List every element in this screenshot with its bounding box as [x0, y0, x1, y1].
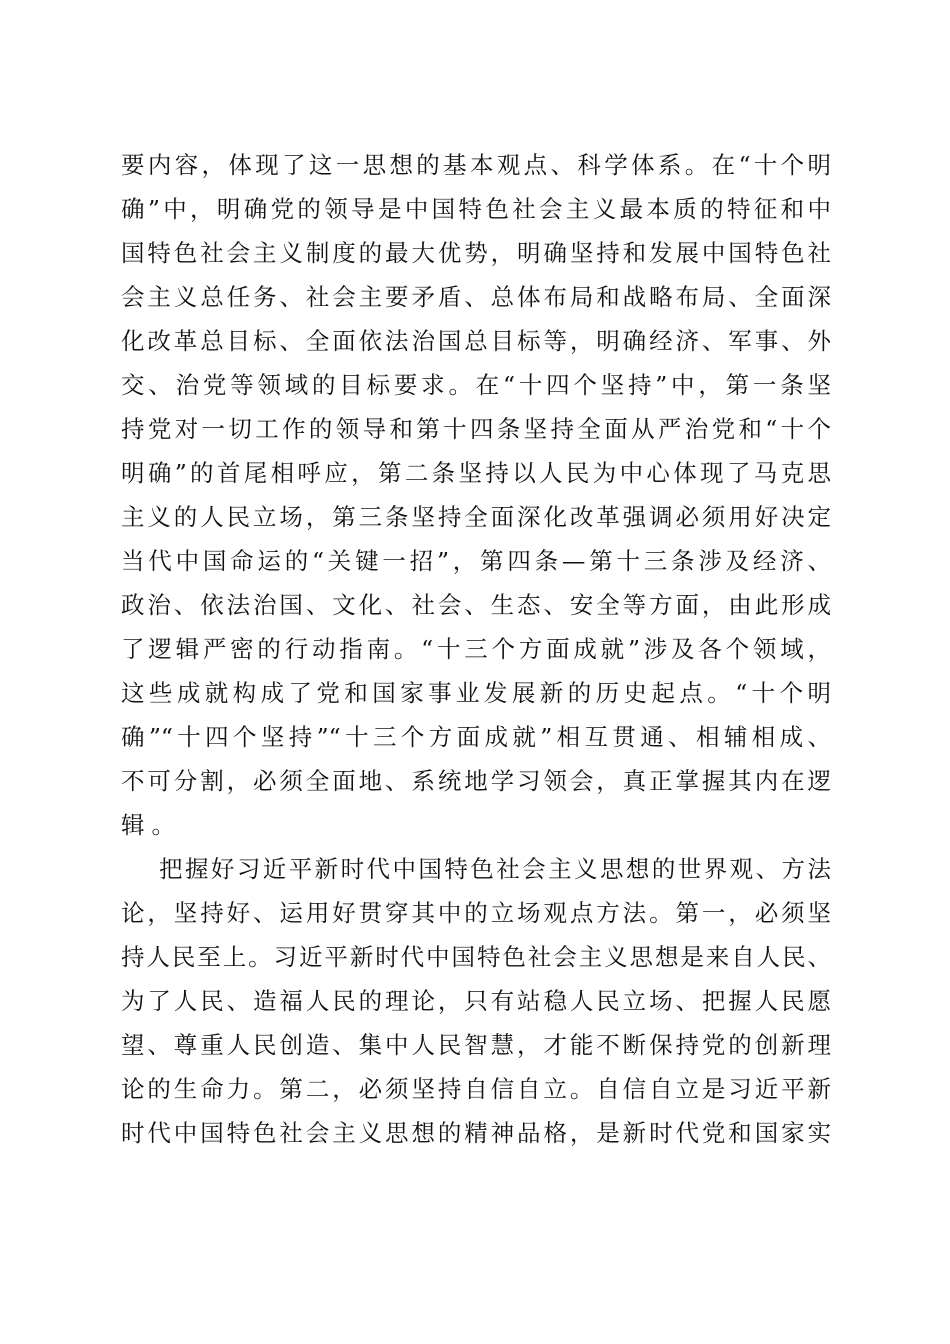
- text-line: 当代中国命运的“关键一招”，第四条—第十三条涉及经济、: [121, 547, 831, 575]
- text-line: 了逻辑严密的行动指南。“十三个方面成就”涉及各个领域，: [121, 635, 831, 663]
- text-line: 国特色社会主义制度的最大优势，明确坚持和发展中国特色社: [121, 239, 831, 267]
- text-line: 确”“十四个坚持”“十三个方面成就”相互贯通、相辅相成、: [121, 723, 831, 751]
- text-line: 不可分割，必须全面地、系统地学习领会，真正掌握其内在逻: [121, 767, 831, 795]
- text-line: 持党对一切工作的领导和第十四条坚持全面从严治党和“十个: [121, 415, 831, 443]
- body-text: [121, 143, 831, 1155]
- text-line: 化改革总目标、全面依法治国总目标等，明确经济、军事、外: [121, 327, 831, 355]
- text-line: 要内容，体现了这一思想的基本观点、科学体系。在“十个明: [121, 151, 831, 179]
- text-line: 政治、依法治国、文化、社会、生态、安全等方面，由此形成: [121, 591, 831, 619]
- text-line: 时代中国特色社会主义思想的精神品格，是新时代党和国家实: [121, 1119, 831, 1147]
- text-line: 交、治党等领域的目标要求。在“十四个坚持”中，第一条坚: [121, 371, 831, 399]
- text-line: 会主义总任务、社会主要矛盾、总体布局和战略布局、全面深: [121, 283, 831, 311]
- text-line: 这些成就构成了党和国家事业发展新的历史起点。“十个明: [121, 679, 831, 707]
- text-line: 论的生命力。第二，必须坚持自信自立。自信自立是习近平新: [121, 1075, 831, 1103]
- text-line: 明确”的首尾相呼应，第二条坚持以人民为中心体现了马克思: [121, 459, 831, 487]
- text-line: 为了人民、造福人民的理论，只有站稳人民立场、把握人民愿: [121, 987, 831, 1015]
- text-line: 持人民至上。习近平新时代中国特色社会主义思想是来自人民、: [121, 943, 831, 971]
- text-line: 主义的人民立场，第三条坚持全面深化改革强调必须用好决定: [121, 503, 831, 531]
- text-line: 望、尊重人民创造、集中人民智慧，才能不断保持党的创新理: [121, 1031, 831, 1059]
- text-line: 辑。: [121, 811, 182, 839]
- paragraph-first-line: 把握好习近平新时代中国特色社会主义思想的世界观、方法: [159, 855, 831, 883]
- text-line: 论，坚持好、运用好贯穿其中的立场观点方法。第一，必须坚: [121, 899, 831, 927]
- text-line: 确”中，明确党的领导是中国特色社会主义最本质的特征和中: [121, 195, 831, 223]
